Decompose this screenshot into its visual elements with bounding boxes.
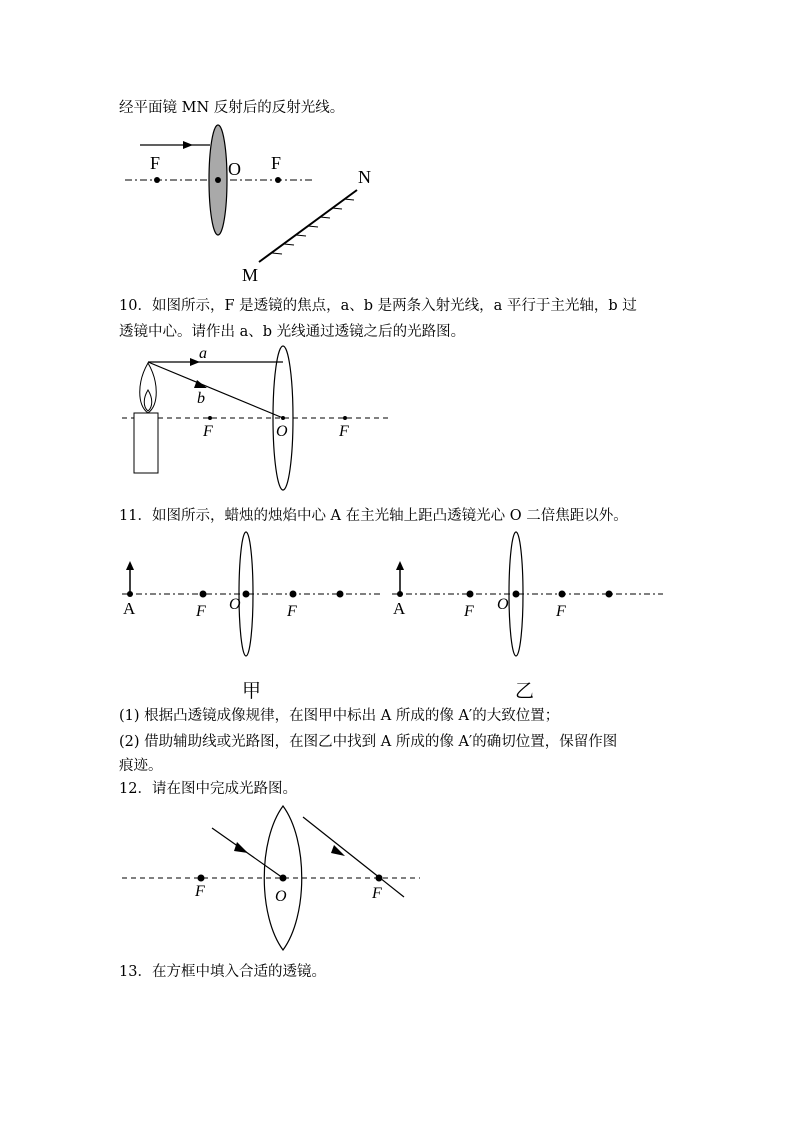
label-a: A	[393, 599, 406, 618]
q10-line2: 透镜中心。请作出 a、b 光线通过透镜之后的光路图。	[119, 324, 466, 340]
label-o: O	[276, 423, 288, 440]
caption-jia: 甲	[242, 680, 262, 702]
incident-ray-right	[303, 817, 404, 897]
label-o: O	[275, 888, 287, 905]
q11-sub1: (1) 根据凸透镜成像规律，在图甲中标出 A 所成的像 A′的大致位置；	[119, 708, 560, 724]
label-f-left: F	[195, 883, 205, 900]
label-f-left: F	[203, 423, 213, 440]
q11-sub2-line1: (2) 借助辅助线或光路图，在图乙中找到 A 所成的像 A′的确切位置，保留作图	[119, 734, 618, 750]
label-a: A	[123, 599, 136, 618]
label-f-left: F	[150, 153, 161, 173]
label-f-right: F	[372, 885, 382, 902]
incident-ray-left	[212, 828, 283, 878]
label-f-right: F	[556, 603, 566, 620]
label-f-left: F	[464, 603, 474, 620]
label-m: M	[242, 265, 259, 285]
ray-left-arrow-icon	[234, 842, 248, 853]
label-o: O	[229, 596, 241, 613]
caption-yi: 乙	[515, 680, 535, 702]
q10-line1: 10．如图所示，F 是透镜的焦点，a、b 是两条入射光线，a 平行于主光轴，b 过	[119, 298, 637, 314]
label-b: b	[197, 390, 205, 407]
q9-text: 经平面镜 MN 反射后的反射光线。	[119, 100, 345, 116]
label-n: N	[358, 167, 371, 187]
label-o: O	[497, 596, 509, 613]
label-f-right: F	[287, 603, 297, 620]
q13-line1: 13．在方框中填入合适的透镜。	[119, 964, 326, 980]
label-a: a	[199, 345, 207, 362]
label-f-right: F	[271, 153, 282, 173]
q12-line1: 12．请在图中完成光路图。	[119, 781, 297, 797]
label-f-left: F	[196, 603, 206, 620]
q11-sub2-line2: 痕迹。	[119, 758, 163, 774]
q11-line1: 11．如图所示，蜡烛的烛焰中心 A 在主光轴上距凸透镜光心 O 二倍焦距以外。	[119, 508, 628, 524]
label-o: O	[228, 159, 241, 179]
label-f-right: F	[339, 423, 349, 440]
ray-right-arrow-icon	[331, 845, 345, 856]
